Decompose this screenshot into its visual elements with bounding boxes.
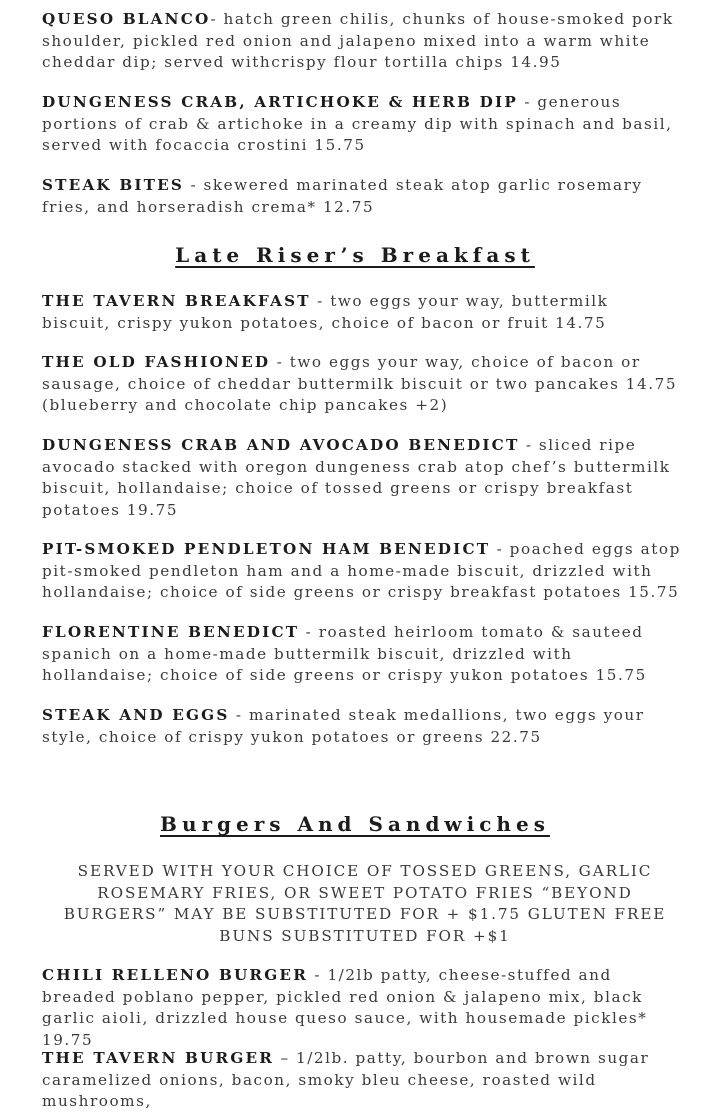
section-heading-text: Late Riser’s Breakfast <box>175 243 535 267</box>
menu-item-name: QUESO BLANCO <box>42 10 211 28</box>
menu-item-separator: - <box>210 10 224 28</box>
menu-item-description: sliced ripe avocado stacked with oregon dungeness crab atop chef’s buttermilk biscuit, hollandaise; choice of tossed greens or crispy breakfast potatoes 19.75 <box>42 436 671 519</box>
menu-item-old-fashioned <box>42 352 682 417</box>
menu-item-description: skewered marinated steak atop garlic rosemary fries, and horseradish crema* 12.75 <box>42 176 643 216</box>
menu-item-separator: - <box>310 292 331 310</box>
menu-item-name: THE TAVERN BURGER <box>42 1049 275 1067</box>
menu-item-crab-avocado-benedict <box>42 435 682 521</box>
menu-item-florentine-benedict <box>42 622 682 687</box>
menu-item-description: two eggs your way, choice of bacon or sausage, choice of cheddar buttermilk biscuit or two pancakes 14.75 (blueberry and chocolate chip pancakes +2) <box>42 353 678 415</box>
menu-item-separator: - <box>184 176 204 194</box>
menu-item-name: DUNGENESS CRAB AND AVOCADO BENEDICT <box>42 436 520 454</box>
menu-item-description: marinated steak medallions, two eggs your style, choice of crispy yukon potatoes or greens 22.75 <box>42 706 645 746</box>
menu-item-separator: - <box>519 436 539 454</box>
menu-item-name: FLORENTINE BENEDICT <box>42 623 300 641</box>
menu-item-description: hatch green chilis, chunks of house-smoked pork shoulder, pickled red onion and jalapeno mixed into a warm white cheddar dip; served withcrispy flour tortilla chips 14.95 <box>42 10 674 72</box>
menu-item-separator: - <box>308 966 328 984</box>
menu-item-description: generous portions of crab & artichoke in a creamy dip with spinach and basil, served with focaccia crostini 15.75 <box>42 93 673 155</box>
menu-item-tavern-breakfast <box>42 291 682 334</box>
menu-item-name: STEAK AND EGGS <box>42 706 230 724</box>
menu-item-chili-relleno-burger <box>42 965 682 1051</box>
section-heading-breakfast <box>0 243 710 267</box>
menu-item-queso-blanco <box>42 9 682 74</box>
menu-item-separator: - <box>490 540 510 558</box>
section-heading-text: Burgers And Sandwiches <box>160 812 550 836</box>
menu-item-name: PIT-SMOKED PENDLETON HAM BENEDICT <box>42 540 491 558</box>
menu-item-separator: – <box>274 1049 296 1067</box>
section-note-burgers: SERVED WITH YOUR CHOICE OF TOSSED GREENS, GARLIC ROSEMARY FRIES, OR SWEET POTATO FRIES “BEYOND BURGERS” MAY BE SUBSTITUTED FOR + $1.75 GLUTEN FREE BUNS SUBSTITUTED FOR +$1 <box>63 862 667 945</box>
menu-item-description: two eggs your way, buttermilk biscuit, crispy yukon potatoes, choice of bacon or fruit 14.75 <box>42 292 609 332</box>
menu-item-steak-bites <box>42 175 682 218</box>
menu-item-tavern-burger <box>42 1048 682 1113</box>
menu-item-description: roasted heirloom tomato & sauteed spanich on a home-made buttermilk biscuit, drizzled with hollandaise; choice of side greens or crispy yukon potatoes 15.75 <box>42 623 647 685</box>
menu-item-name: STEAK BITES <box>42 176 185 194</box>
menu-item-steak-and-eggs <box>42 705 682 748</box>
menu-item-separator: - <box>270 353 290 371</box>
menu-item-name: DUNGENESS CRAB, ARTICHOKE & HERB DIP <box>42 93 518 111</box>
menu-item-name: THE OLD FASHIONED <box>42 353 271 371</box>
menu-item-crab-artichoke-dip <box>42 92 682 157</box>
menu-item-description: poached eggs atop pit-smoked pendleton ham and a home-made biscuit, drizzled with hollandaise; choice of side greens or crispy breakfast potatoes 15.75 <box>42 540 681 602</box>
menu-item-ham-benedict <box>42 539 682 604</box>
menu-item-separator: - <box>299 623 319 641</box>
menu-item-name: THE TAVERN BREAKFAST <box>42 292 311 310</box>
section-heading-burgers <box>0 812 710 836</box>
menu-item-name: CHILI RELLENO BURGER <box>42 966 309 984</box>
menu-item-separator: - <box>229 706 249 724</box>
menu-item-description: 1/2lb. patty, bourbon and brown sugar caramelized onions, bacon, smoky bleu cheese, roasted wild mushrooms, <box>42 1049 650 1111</box>
menu-item-description: 1/2lb patty, cheese-stuffed and breaded poblano pepper, pickled red onion & jalapeno mix, black garlic aioli, drizzled house queso sauce, with housemade pickles* 19.75 <box>42 966 648 1049</box>
menu-item-separator: - <box>517 93 538 111</box>
